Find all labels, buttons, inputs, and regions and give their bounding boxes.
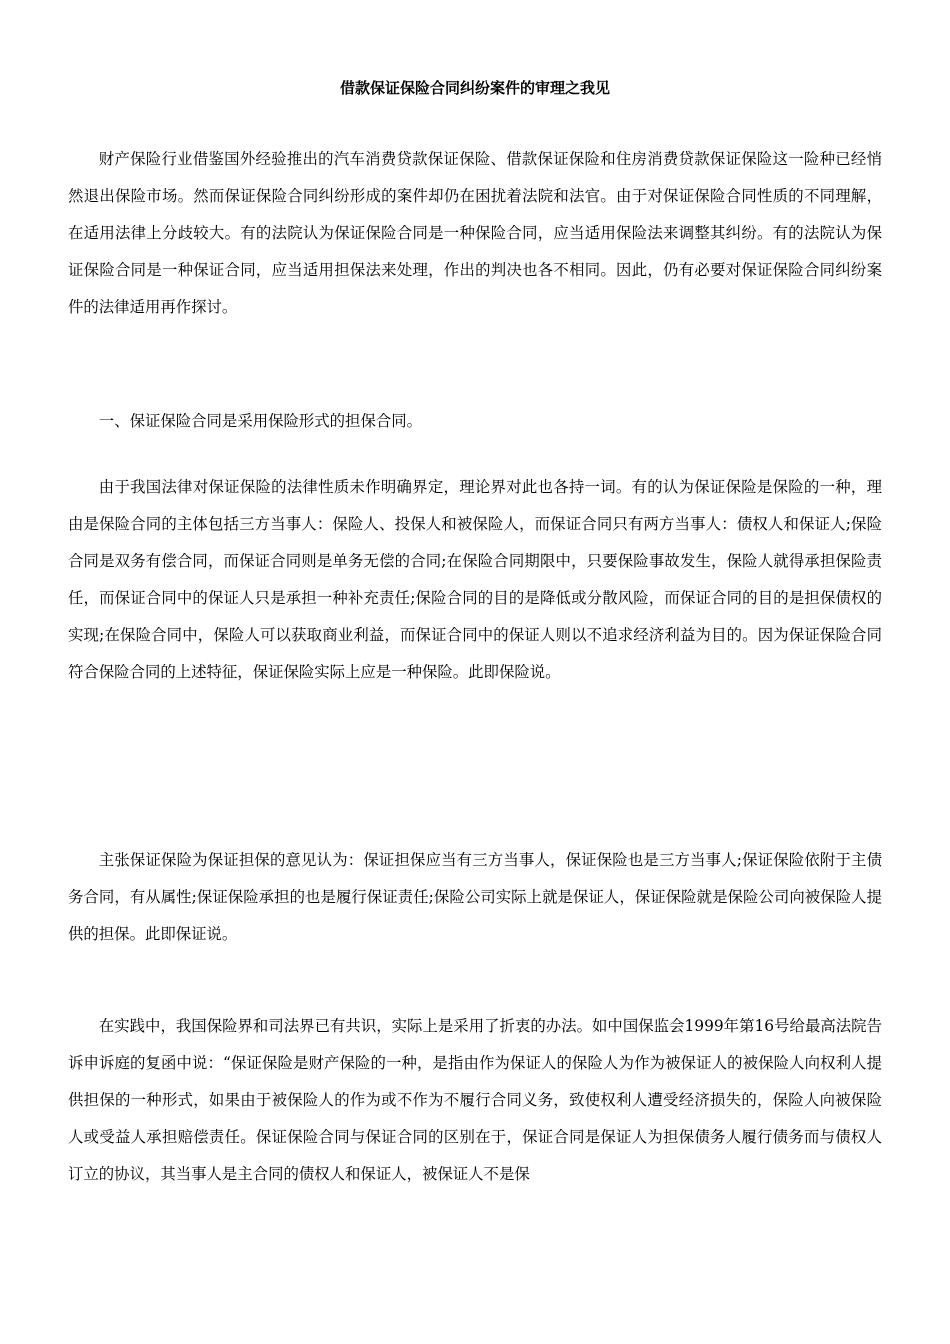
paragraph-intro: 财产保险行业借鉴国外经验推出的汽车消费贷款保证保险、借款保证保险和住房消费贷款保证保险这一险种已经悄然退出保险市场。然而保证保险合同纠纷形成的案件却仍在困扰着法院和法官。由于对保证保险合同性质的不同理解，在适用法律上分歧较大。有的法院认为保证保险合同是一种保险合同，应当适用保险法来调整其纠纷。有的法院认为保证保险合同是一种保证合同，应当适用担保法来处理，作出的判决也各不相同。因此，仍有必要对保证保险合同纠纷案件的法律适用再作探讨。 <box>68 150 882 316</box>
document-title: 借款保证保险合同纠纷案件的审理之我见 <box>339 79 610 97</box>
paragraph-practice: 在实践中，我国保险界和司法界已有共识，实际上是采用了折衷的办法。如中国保监会1999年第16号给最高法院告诉申诉庭的复函中说：“保证保险是财产保险的一种，是指由作为保证人的保险人为作为被保证人的被保险人向权利人提供担保的一种形式，如果由于被保险人的作为或不作为不履行合同义务，致使权利人遭受经济损失的，保险人向被保险人或受益人承担赔偿责任。保证保险合同与保证合同的区别在于，保证合同是保证人为担保债务人履行债务而与债权人订立的协议，其当事人是主合同的债权人和保证人，被保证人不是保 <box>68 1017 882 1183</box>
paragraph-guarantee-theory: 主张保证保险为保证担保的意见认为：保证担保应当有三方当事人，保证保险也是三方当事人;保证保险依附于主债务合同，有从属性;保证保险承担的也是履行保证责任;保险公司实际上就是保证人，保证保险就是保险公司向被保险人提供的担保。此即保证说。 <box>68 851 882 943</box>
section-heading-1: 一、保证保险合同是采用保险形式的担保合同。 <box>98 412 423 430</box>
paragraph-insurance-theory: 由于我国法律对保证保险的法律性质未作明确界定，理论界对此也各持一词。有的认为保证保险是保险的一种，理由是保险合同的主体包括三方当事人：保险人、投保人和被保险人，而保证合同只有两方当事人：债权人和保证人;保险合同是双务有偿合同，而保证合同则是单务无偿的合同;在保险合同期限中，只要保险事故发生，保险人就得承担保险责任，而保证合同中的保证人只是承担一种补充责任;保险合同的目的是降低或分散风险，而保证合同的目的是担保债权的实现;在保险合同中，保险人可以获取商业利益，而保证合同中的保证人则以不追求经济利益为目的。因为保证保险合同符合保险合同的上述特征，保证保险实际上应是一种保险。此即保险说。 <box>68 478 882 681</box>
